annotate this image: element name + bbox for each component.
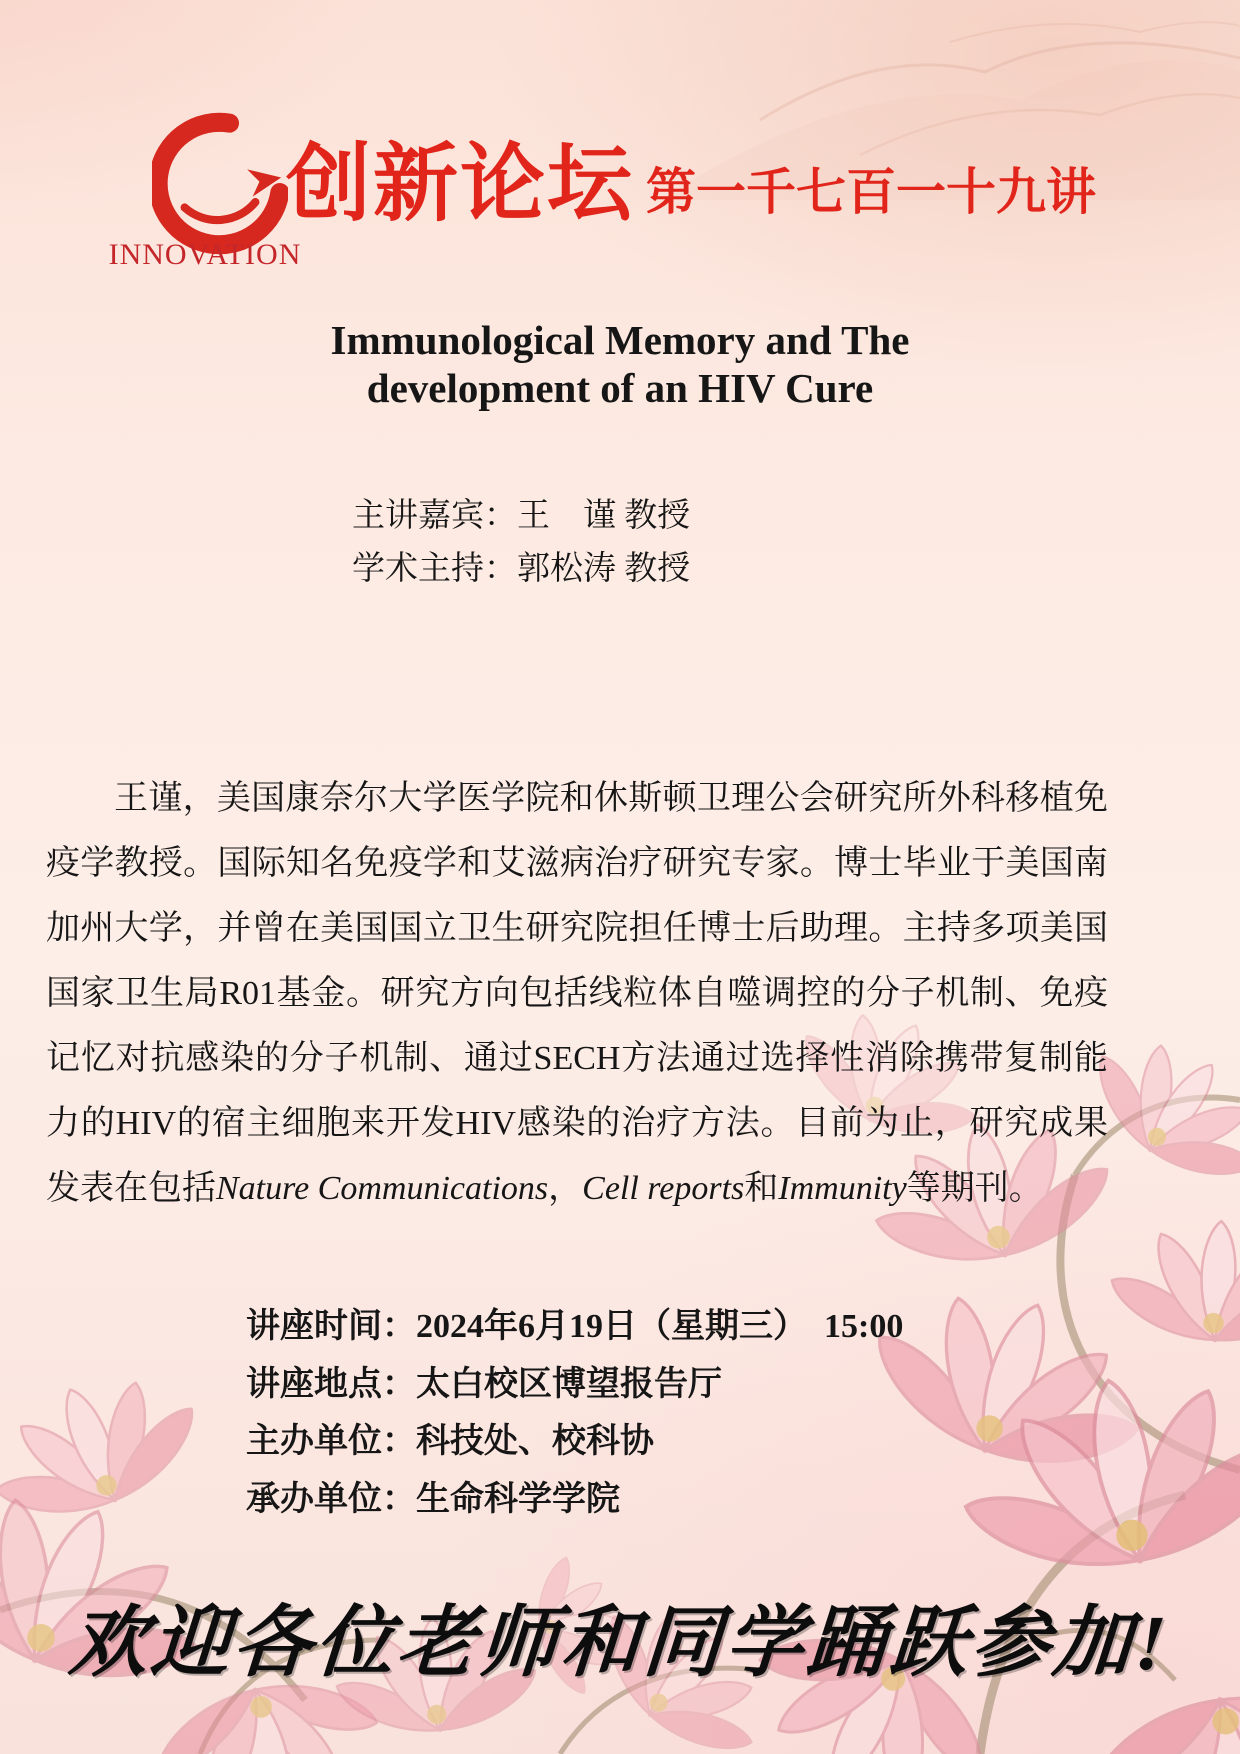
- detail-value: 生命科学学院: [416, 1480, 620, 1518]
- bio-text: 王谨，美国康奈尔大学医学院和休斯顿卫理公会研究所外科移植免疫学教授。国际知名免疫学和艾滋病治疗研究专家。博士毕业于美国南加州大学，并曾在美国国立卫生研究院担任博士后助理。主持多项美国国家卫生局R01基金。研究方向包括线粒体自噬调控的分子机制、免疫记忆对抗感染的分子机制、通过SECH方法通过选择性消除携带复制能力的HIV的宿主细胞来开发HIV感染的治疗方法。目前为止，研究成果发表在包括: [46, 780, 1108, 1207]
- welcome-message: 欢迎各位老师和同学踊跃参加!: [66, 1599, 1173, 1686]
- detail-value: 太白校区博望报告厅: [416, 1365, 722, 1403]
- bio-separator1: ，: [548, 1170, 583, 1207]
- speaker-label: 主讲嘉宾：: [352, 498, 517, 534]
- detail-label: 承办单位：: [246, 1480, 416, 1518]
- detail-value: 2024年6月19日（星期三） 15:00: [416, 1308, 904, 1345]
- lecture-title: [60, 316, 1180, 413]
- detail-label: 主办单位：: [246, 1423, 416, 1460]
- lecture-title-line2: development of an HIV Cure: [366, 365, 874, 412]
- detail-row-time: [246, 1298, 903, 1356]
- bio-journal-immunity: Immunity: [778, 1170, 907, 1207]
- speaker-line: [352, 490, 690, 543]
- lecture-details: [246, 1298, 903, 1528]
- detail-label: 讲座地点：: [246, 1365, 416, 1403]
- detail-value: 科技处、校科协: [416, 1423, 654, 1460]
- host-label: 学术主持：: [352, 551, 517, 587]
- detail-label: 讲座时间：: [246, 1308, 416, 1345]
- speakers-block: [352, 490, 690, 596]
- forum-title: 创新论坛: [286, 137, 635, 232]
- bio-journal-cell-reports: Cell reports: [582, 1170, 745, 1207]
- speaker-bio: [46, 766, 1108, 1221]
- bio-separator2: 和: [744, 1170, 779, 1207]
- bio-journal-nature-communications: Nature Communications: [216, 1170, 549, 1207]
- innovation-logo-icon: [152, 110, 288, 256]
- detail-row-location: [246, 1356, 903, 1414]
- host-name: 郭松涛 教授: [517, 551, 691, 587]
- bio-text-end: 等期刊。: [906, 1170, 1043, 1207]
- detail-row-organizer: [246, 1413, 903, 1471]
- detail-row-undertaker: [246, 1471, 903, 1529]
- innovation-logo-text: INNOVATION: [108, 238, 302, 271]
- speaker-name: 王 谨 教授: [517, 498, 691, 534]
- lecture-number: 第一千七百一十九讲: [646, 164, 1096, 220]
- host-line: [352, 543, 690, 596]
- lecture-title-line1: Immunological Memory and The: [330, 317, 910, 363]
